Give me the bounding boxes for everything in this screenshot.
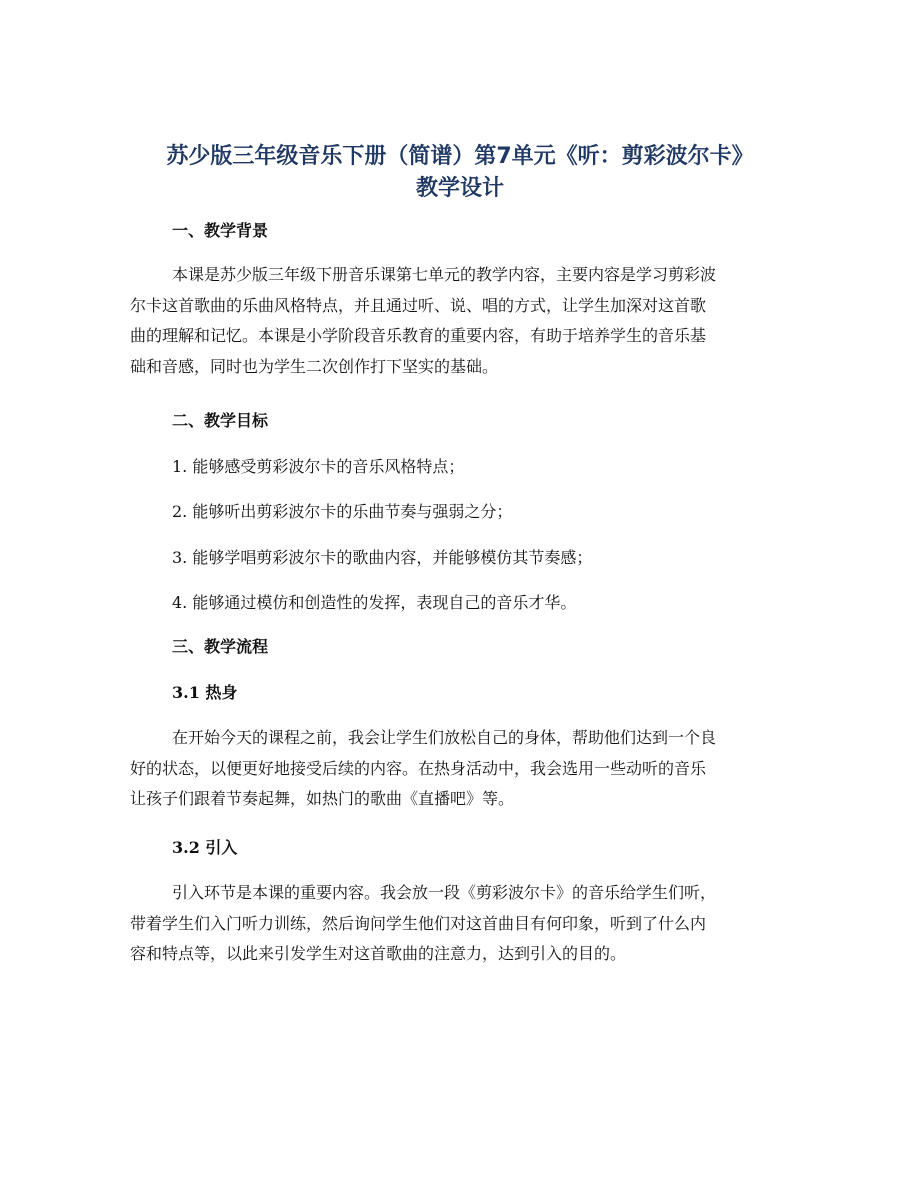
paragraph-line: 引入环节是本课的重要内容。我会放一段《剪彩波尔卡》的音乐给学生们听， [172, 883, 717, 902]
section-heading-objectives: 二、教学目标 [172, 411, 269, 430]
warmup-paragraph [130, 723, 790, 815]
paragraph-line: 础和音感，同时也为学生二次创作打下坚实的基础。 [130, 356, 499, 376]
document-title [100, 141, 820, 205]
paragraph-line: 让孩子们跟着节奏起舞，如热门的歌曲《直播吧》等。 [130, 789, 515, 808]
introduction-paragraph [130, 878, 790, 970]
title-line: 苏少版三年级音乐下册（简谱）第7单元《听：剪彩波尔卡》 [166, 144, 754, 169]
paragraph-line: 本课是苏少版三年级下册音乐课第七单元的教学内容，主要内容是学习剪彩波 [172, 265, 717, 284]
section-heading-process: 三、教学流程 [172, 637, 269, 656]
paragraph-line: 好的状态，以便更好地接受后续的内容。在热身活动中，我会选用一些动听的音乐 [130, 758, 707, 778]
background-paragraph [130, 260, 790, 382]
title-line: 教学设计 [415, 176, 504, 201]
objective-item: 3. 能够学唱剪彩波尔卡的歌曲内容，并能够模仿其节奏感； [172, 548, 593, 567]
paragraph-line: 容和特点等，以此来引发学生对这首歌曲的注意力，达到引入的目的。 [130, 944, 627, 963]
objective-item: 4. 能够通过模仿和创造性的发挥，表现自己的音乐才华。 [172, 593, 577, 612]
subsection-heading-warmup: 3.1 热身 [172, 683, 238, 702]
subsection-heading-introduction: 3.2 引入 [172, 838, 238, 857]
objective-item: 1. 能够感受剪彩波尔卡的音乐风格特点； [172, 457, 465, 476]
paragraph-line: 曲的理解和记忆。本课是小学阶段音乐教育的重要内容，有助于培养学生的音乐基 [130, 326, 707, 345]
paragraph-line: 在开始今天的课程之前，我会让学生们放松自己的身体，帮助他们达到一个良 [172, 728, 717, 747]
objective-item: 2. 能够听出剪彩波尔卡的乐曲节奏与强弱之分； [172, 502, 513, 521]
paragraph-line: 尔卡这首歌曲的乐曲风格特点，并且通过听、说、唱的方式，让学生加深对这首歌 [130, 295, 707, 315]
paragraph-line: 带着学生们入门听力训练，然后询问学生他们对这首曲目有何印象，听到了什么内 [130, 913, 707, 933]
section-heading-background: 一、教学背景 [172, 221, 269, 240]
